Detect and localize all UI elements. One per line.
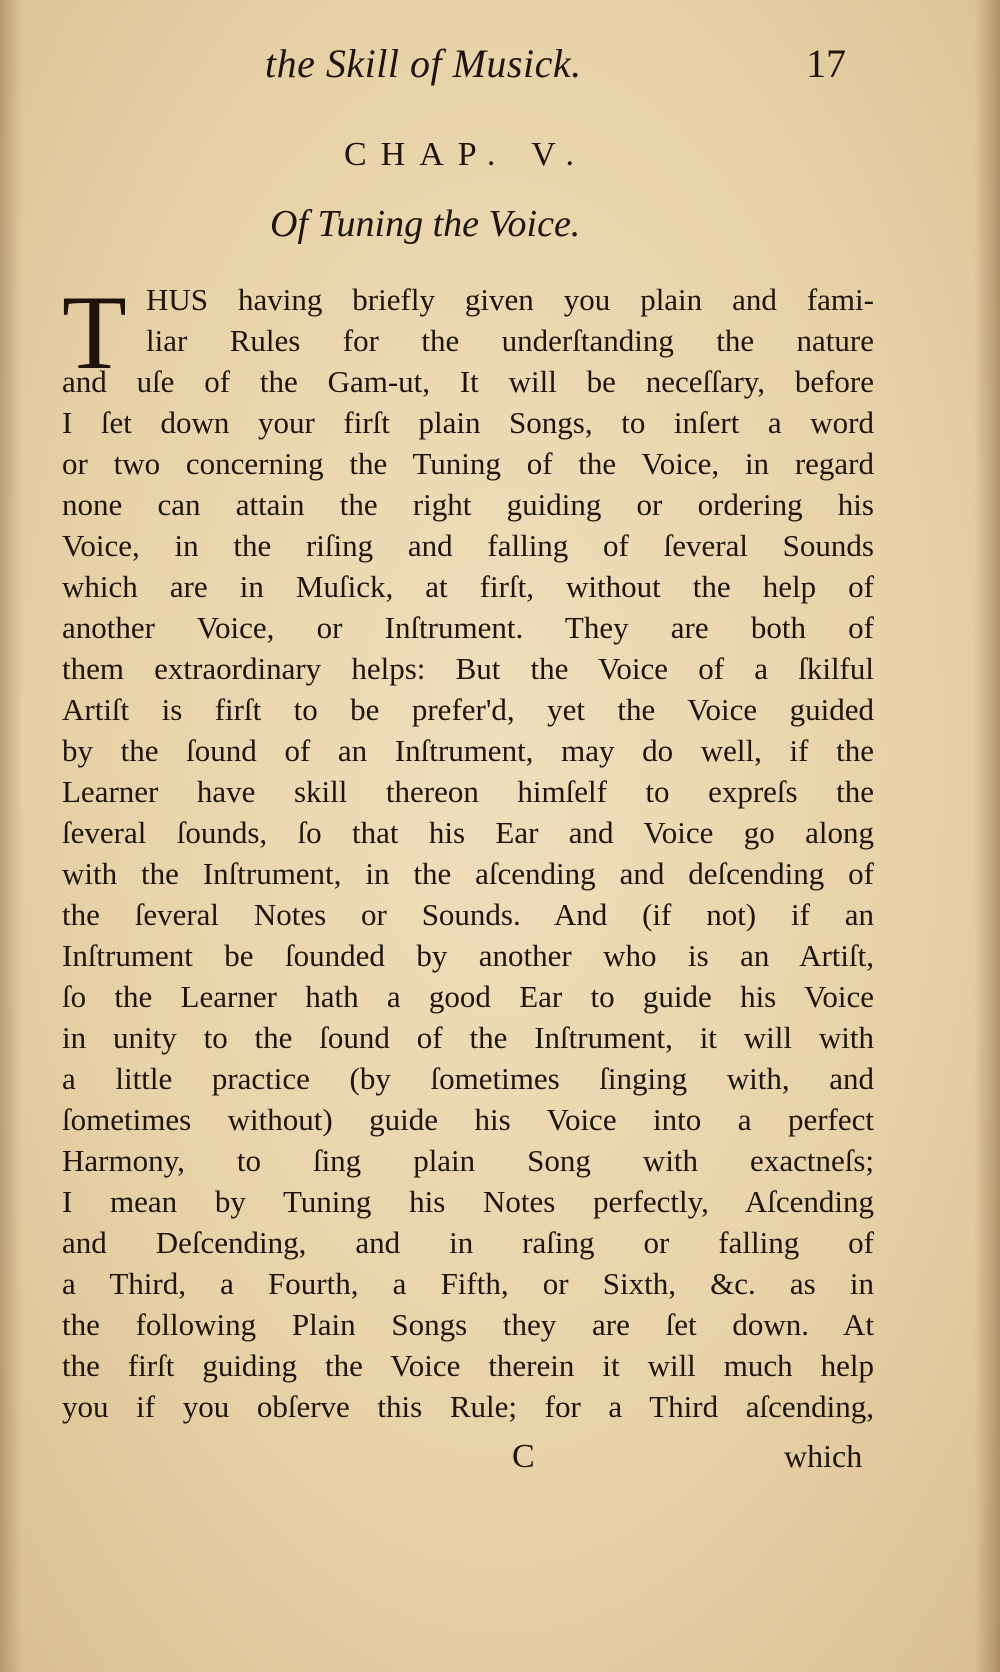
- text-line: with the Inſtrument, in the aſcending and deſcending of: [62, 856, 874, 891]
- text-line: I mean by Tuning his Notes perfectly, Aſcending: [62, 1184, 874, 1219]
- text-line: in unity to the ſound of the Inſtrument, it will with: [62, 1020, 874, 1055]
- text-line: ſo the Learner hath a good Ear to guide his Voice: [62, 979, 874, 1014]
- catchword: which: [784, 1438, 863, 1474]
- gutter-shadow: [0, 0, 22, 1672]
- text-line: another Voice, or Inſtrument. They are both of: [62, 610, 874, 645]
- text-line: you if you obſerve this Rule; for a Third aſcending,: [62, 1389, 874, 1424]
- text-line: the ſeveral Notes or Sounds. And (if not) if an: [62, 897, 874, 932]
- text-line: the firſt guiding the Voice therein it will much help: [62, 1348, 874, 1383]
- page-edge-shadow: [974, 0, 1000, 1672]
- text-line: Inſtrument be ſounded by another who is an Artiſt,: [62, 938, 874, 973]
- text-line: HUS having briefly given you plain and fami-: [146, 282, 874, 317]
- chapter-title: Of Tuning the Voice.: [270, 203, 581, 245]
- text-line: and uſe of the Gam-ut, It will be neceſſary, before: [62, 364, 874, 399]
- text-line: Harmony, to ſing plain Song with exactneſs;: [62, 1143, 874, 1178]
- text-line: and Deſcending, and in raſing or falling of: [62, 1225, 874, 1260]
- page-number: 17: [806, 41, 846, 86]
- text-line: by the ſound of an Inſtrument, may do well, if the: [62, 733, 874, 768]
- text-line: which are in Muſick, at firſt, without the help of: [62, 569, 874, 604]
- text-line: Learner have skill thereon himſelf to expreſs the: [62, 774, 874, 809]
- text-line: or two concerning the Tuning of the Voice, in regard: [62, 446, 874, 481]
- text-line: Artiſt is firſt to be prefer'd, yet the Voice guided: [62, 692, 874, 727]
- signature-mark: C: [512, 1438, 535, 1475]
- text-line: a Third, a Fourth, a Fifth, or Sixth, &c. as in: [62, 1266, 874, 1301]
- text-line: a little practice (by ſometimes ſinging with, and: [62, 1061, 874, 1096]
- text-line: them extraordinary helps: But the Voice of a ſkilful: [62, 651, 874, 686]
- drop-cap: T: [62, 274, 127, 391]
- text-line: liar Rules for the underſtanding the nature: [146, 323, 874, 358]
- text-line: ſeveral ſounds, ſo that his Ear and Voice go along: [62, 815, 874, 850]
- text-line: Voice, in the riſing and falling of ſeveral Sounds: [62, 528, 874, 563]
- running-head: the Skill of Musick.: [265, 41, 582, 86]
- text-line: I ſet down your firſt plain Songs, to inſert a word: [62, 405, 874, 440]
- chapter-heading: CHAP. V.: [344, 136, 588, 173]
- text-line: ſometimes without) guide his Voice into a perfect: [62, 1102, 874, 1137]
- text-line: none can attain the right guiding or ordering his: [62, 487, 874, 522]
- text-line: the following Plain Songs they are ſet down. At: [62, 1307, 874, 1342]
